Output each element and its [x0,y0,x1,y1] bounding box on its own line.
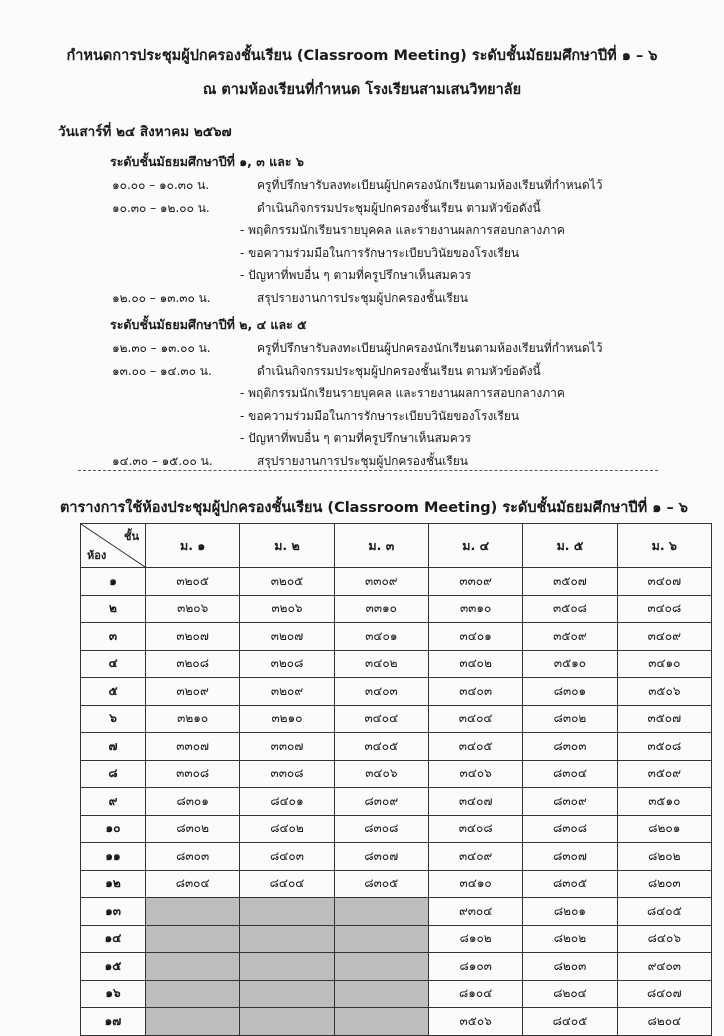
meeting-room-cell: ๘๓๐๕ [334,870,428,898]
meeting-room-cell: ๓๒๑๐ [240,705,334,733]
meeting-room-cell: ๓๔๐๕ [428,733,522,761]
meeting-room-cell: ๓๕๐๖ [617,678,711,706]
meeting-room-cell: ๓๓๐๗ [146,733,240,761]
meeting-room-cell: ๓๔๐๘ [617,595,711,623]
meeting-room-cell: ๓๔๐๕ [334,733,428,761]
meeting-room-cell: ๓๔๐๑ [334,623,428,651]
schedule-activity: สรุปรายงานการประชุมผู้ปกครองชั้นเรียน [257,290,468,305]
room-number-cell: ๑๗ [81,1008,146,1036]
empty-cell [240,953,334,981]
table-title: ตารางการใช้ห้องประชุมผู้ปกครองชั้นเรียน (Classroom Meeting) ระดับชั้นมัธยมศึกษาปีที่ ๑ – ๖ [60,500,688,516]
schedule-time: ๑๐.๓๐ – ๑๒.๐๐ น. [112,200,210,215]
table-row [81,925,712,953]
table-row [81,1008,712,1036]
grade-header: ม. ๓ [334,524,428,568]
room-number-cell: ๗ [81,733,146,761]
meeting-room-cell: ๙๓๐๔ [428,898,522,926]
meeting-room-cell: ๓๕๑๐ [523,650,617,678]
schedule-topic: - พฤติกรรมนักเรียนรายบุคคล และรายงานผลการสอบกลางภาค [240,386,565,400]
meeting-room-cell: ๘๓๐๒ [523,705,617,733]
room-number-cell: ๑๐ [81,815,146,843]
schedule-level-heading: ระดับชั้นมัธยมศึกษาปีที่ ๑, ๓ และ ๖ [110,154,304,169]
meeting-room-cell: ๓๔๐๗ [617,568,711,596]
meeting-room-cell: ๓๔๑๐ [617,650,711,678]
meeting-room-cell: ๓๒๑๐ [146,705,240,733]
room-table [80,523,712,1036]
schedule-time: ๑๒.๓๐ – ๑๓.๐๐ น. [112,341,211,355]
empty-cell [334,925,428,953]
schedule-topic: - ขอความร่วมมือในการรักษาระเบียบวินัยของโรงเรียน [240,408,520,423]
meeting-room-cell: ๓๔๐๙ [617,623,711,651]
room-number-cell: ๖ [81,705,146,733]
schedule-topic: - ปัญหาที่พบอื่น ๆ ตามที่ครูปรึกษาเห็นสมควร [240,268,472,282]
meeting-room-cell: ๘๓๐๙ [334,788,428,816]
meeting-room-cell: ๘๔๐๓ [240,843,334,871]
table-row [81,788,712,816]
corner-room-label: ห้อง [87,549,107,562]
empty-cell [240,980,334,1008]
meeting-room-cell: ๓๕๐๘ [523,595,617,623]
schedule-activity: ดำเนินกิจกรรมประชุมผู้ปกครองชั้นเรียน ตามหัวข้อดังนี้ [257,363,541,378]
schedule-level-heading: ระดับชั้นมัธยมศึกษาปีที่ ๒, ๔ และ ๕ [110,317,307,332]
meeting-room-cell: ๓๕๐๘ [617,733,711,761]
room-number-cell: ๑๑ [81,843,146,871]
meeting-room-cell: ๘๓๐๕ [523,870,617,898]
room-number-cell: ๑๖ [81,980,146,1008]
meeting-room-cell: ๘๓๐๘ [523,815,617,843]
room-number-cell: ๙ [81,788,146,816]
meeting-room-cell: ๘๔๐๒ [240,815,334,843]
meeting-room-cell: ๓๓๐๗ [240,733,334,761]
meeting-room-cell: ๓๔๐๓ [428,678,522,706]
meeting-room-cell: ๓๕๐๙ [617,760,711,788]
meeting-room-cell: ๓๕๐๙ [523,623,617,651]
meeting-room-cell: ๓๒๐๙ [146,678,240,706]
room-number-cell: ๒ [81,595,146,623]
meeting-room-cell: ๘๓๐๓ [146,843,240,871]
table-row [81,980,712,1008]
meeting-room-cell: ๘๓๐๑ [523,678,617,706]
meeting-room-cell: ๘๒๐๒ [617,843,711,871]
meeting-room-cell: ๘๔๐๔ [240,870,334,898]
meeting-room-cell: ๓๔๐๘ [428,815,522,843]
meeting-room-cell: ๘๓๐๓ [523,733,617,761]
room-number-cell: ๑๓ [81,898,146,926]
meeting-room-cell: ๘๓๐๗ [334,843,428,871]
meeting-room-cell: ๓๓๐๙ [334,568,428,596]
meeting-room-cell: ๘๑๐๒ [428,925,522,953]
empty-cell [146,925,240,953]
meeting-room-cell: ๓๓๐๙ [428,568,522,596]
meeting-room-cell: ๘๔๐๕ [617,898,711,926]
room-number-cell: ๑ [81,568,146,596]
empty-cell [240,925,334,953]
schedule-topic: - ขอความร่วมมือในการรักษาระเบียบวินัยของโรงเรียน [240,245,520,260]
meeting-room-cell: ๘๔๐๑ [240,788,334,816]
meeting-room-cell: ๘๓๐๒ [146,815,240,843]
table-row [81,898,712,926]
table-header-row [81,524,712,568]
meeting-room-cell: ๓๒๐๗ [146,623,240,651]
schedule-row [112,362,541,381]
table-row [81,733,712,761]
table-row [81,623,712,651]
table-row [81,815,712,843]
table-row [81,678,712,706]
room-number-cell: ๔ [81,650,146,678]
meeting-room-cell: ๓๓๑๐ [428,595,522,623]
table-row [81,843,712,871]
meeting-room-cell: ๘๔๐๕ [523,1008,617,1036]
meeting-room-cell: ๓๕๐๗ [617,705,711,733]
meeting-room-cell: ๘๒๐๔ [617,1008,711,1036]
empty-cell [146,1008,240,1036]
table-row [81,870,712,898]
table-row [81,705,712,733]
meeting-room-cell: ๓๒๐๘ [240,650,334,678]
meeting-room-cell: ๘๓๐๘ [334,815,428,843]
meeting-room-cell: ๓๔๐๖ [334,760,428,788]
schedule-row [112,452,468,471]
meeting-room-cell: ๓๔๑๐ [428,870,522,898]
meeting-room-cell: ๙๔๐๓ [617,953,711,981]
meeting-room-cell: ๓๔๐๒ [334,650,428,678]
table-row [81,568,712,596]
meeting-room-cell: ๓๒๐๘ [146,650,240,678]
meeting-room-cell: ๘๓๐๑ [146,788,240,816]
empty-cell [240,898,334,926]
empty-cell [334,953,428,981]
meeting-room-cell: ๘๓๐๙ [523,788,617,816]
schedule-time: ๑๒.๐๐ – ๑๓.๓๐ น. [112,290,211,305]
meeting-room-cell: ๓๔๐๑ [428,623,522,651]
table-row [81,595,712,623]
document-title: กำหนดการประชุมผู้ปกครองชั้นเรียน (Classroom Meeting) ระดับชั้นมัธยมศึกษาปีที่ ๑ – ๖ [66,48,658,64]
table-corner-cell [81,524,146,568]
empty-cell [146,898,240,926]
meeting-room-cell: ๘๑๐๓ [428,953,522,981]
grade-header: ม. ๑ [146,524,240,568]
document-subtitle: ณ ตามห้องเรียนที่กำหนด โรงเรียนสามเสนวิทยาลัย [202,82,522,98]
meeting-room-cell: ๘๒๐๓ [617,870,711,898]
meeting-room-cell: ๓๔๐๖ [428,760,522,788]
meeting-room-cell: ๓๒๐๖ [146,595,240,623]
room-number-cell: ๑๕ [81,953,146,981]
meeting-room-cell: ๘๓๐๗ [523,843,617,871]
meeting-room-cell: ๘๒๐๑ [617,815,711,843]
room-number-cell: ๑๔ [81,925,146,953]
meeting-room-cell: ๘๒๐๓ [523,953,617,981]
meeting-date: วันเสาร์ที่ ๒๔ สิงหาคม ๒๕๖๗ [58,124,232,140]
meeting-room-cell: ๘๓๐๔ [146,870,240,898]
meeting-room-cell: ๓๔๐๒ [428,650,522,678]
meeting-room-cell: ๓๓๑๐ [334,595,428,623]
schedule-row [112,199,541,218]
meeting-room-cell: ๓๕๑๐ [617,788,711,816]
meeting-room-cell: ๘๓๐๔ [523,760,617,788]
meeting-room-cell: ๓๓๐๘ [146,760,240,788]
section-divider [78,470,658,471]
schedule-activity: ครูที่ปรึกษารับลงทะเบียนผู้ปกครองนักเรียนตามห้องเรียนที่กำหนดไว้ [257,341,603,355]
room-number-cell: ๓ [81,623,146,651]
room-number-cell: ๕ [81,678,146,706]
schedule-activity: ครูที่ปรึกษารับลงทะเบียนผู้ปกครองนักเรียนตามห้องเรียนที่กำหนดไว้ [257,178,603,192]
meeting-room-cell: ๓๕๐๗ [523,568,617,596]
meeting-room-cell: ๓๕๐๖ [428,1008,522,1036]
meeting-room-cell: ๘๔๐๗ [617,980,711,1008]
schedule-row [112,289,468,308]
corner-level-label: ชั้น [124,530,139,543]
room-number-cell: ๘ [81,760,146,788]
meeting-room-cell: ๓๒๐๕ [240,568,334,596]
room-number-cell: ๑๒ [81,870,146,898]
meeting-room-cell: ๘๑๐๔ [428,980,522,1008]
schedule-activity: สรุปรายงานการประชุมผู้ปกครองชั้นเรียน [257,453,468,468]
grade-header: ม. ๕ [523,524,617,568]
meeting-room-cell: ๓๒๐๕ [146,568,240,596]
table-row [81,650,712,678]
meeting-room-cell: ๘๔๐๖ [617,925,711,953]
schedule-row [112,339,602,358]
empty-cell [334,898,428,926]
meeting-room-cell: ๓๔๐๓ [334,678,428,706]
empty-cell [146,953,240,981]
empty-cell [240,1008,334,1036]
schedule-topic: - ปัญหาที่พบอื่น ๆ ตามที่ครูปรึกษาเห็นสมควร [240,431,472,445]
schedule-time: ๑๔.๓๐ – ๑๕.๐๐ น. [112,453,213,468]
schedule-row [112,176,602,195]
schedule-time: ๑๐.๐๐ – ๑๐.๓๐ น. [112,178,210,192]
meeting-room-cell: ๓๔๐๙ [428,843,522,871]
schedule-time: ๑๓.๐๐ – ๑๔.๓๐ น. [112,363,212,378]
meeting-room-cell: ๓๓๐๘ [240,760,334,788]
empty-cell [334,980,428,1008]
meeting-room-cell: ๓๒๐๗ [240,623,334,651]
grade-header: ม. ๒ [240,524,334,568]
meeting-room-cell: ๘๒๐๑ [523,898,617,926]
table-row [81,760,712,788]
meeting-room-cell: ๓๔๐๗ [428,788,522,816]
meeting-room-cell: ๓๔๐๔ [428,705,522,733]
meeting-room-cell: ๘๒๐๔ [523,980,617,1008]
empty-cell [146,980,240,1008]
schedule-topic: - พฤติกรรมนักเรียนรายบุคคล และรายงานผลการสอบกลางภาค [240,223,565,237]
grade-header: ม. ๖ [617,524,711,568]
meeting-room-cell: ๓๒๐๖ [240,595,334,623]
meeting-room-cell: ๓๒๐๙ [240,678,334,706]
meeting-room-cell: ๓๔๐๔ [334,705,428,733]
meeting-room-cell: ๘๒๐๒ [523,925,617,953]
table-row [81,953,712,981]
empty-cell [334,1008,428,1036]
grade-header: ม. ๔ [428,524,522,568]
schedule-activity: ดำเนินกิจกรรมประชุมผู้ปกครองชั้นเรียน ตามหัวข้อดังนี้ [257,200,541,215]
